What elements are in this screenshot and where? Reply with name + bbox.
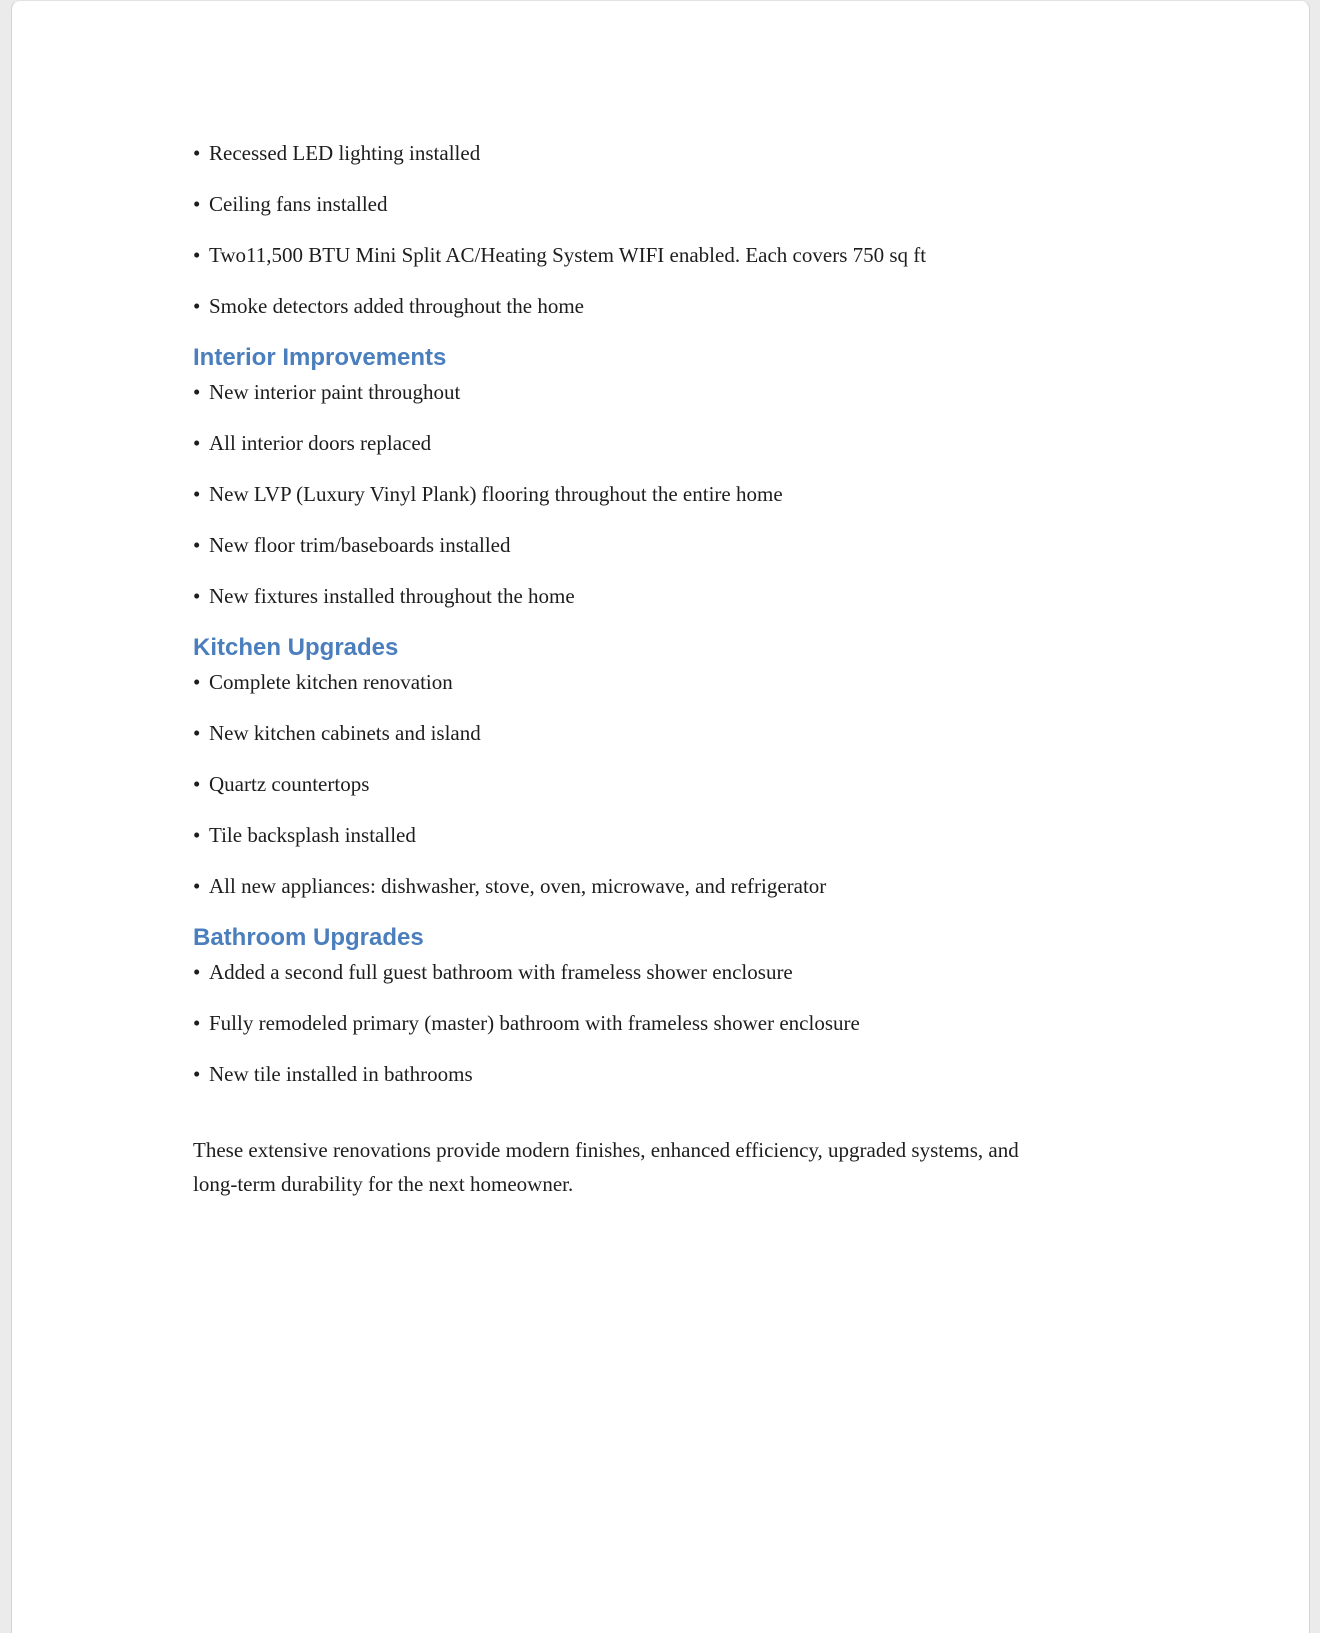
bullet-text: Recessed LED lighting installed [209,141,481,165]
bullet-item [193,1060,1032,1089]
bullet-text: Tile backsplash installed [209,823,416,847]
bullet-icon: • [193,431,201,455]
bullet-icon: • [193,960,201,984]
bullet-item [193,821,1032,850]
bullet-item [193,378,1032,407]
bullet-item [193,429,1032,458]
section-heading: Interior Improvements [193,344,447,371]
bullet-item [193,480,1032,509]
bullet-text: All new appliances: dishwasher, stove, oven, microwave, and refrigerator [209,874,827,898]
bullet-icon: • [193,823,201,847]
bullet-text: New floor trim/baseboards installed [209,533,511,557]
bullet-text: Added a second full guest bathroom with frameless shower enclosure [209,960,793,984]
bullet-text: Quartz countertops [209,772,370,796]
section-heading: Kitchen Upgrades [193,634,399,661]
bullet-item [193,292,1032,321]
bullet-text: Complete kitchen renovation [209,670,453,694]
bullet-icon: • [193,874,201,898]
bullet-item [193,770,1032,799]
sections-container [193,139,1032,1089]
bullet-icon: • [193,141,201,165]
bullet-icon: • [193,772,201,796]
bullet-text: Two11,500 BTU Mini Split AC/Heating System WIFI enabled. Each covers 750 sq ft [209,243,927,267]
bullet-item [193,872,1032,901]
bullet-icon: • [193,670,201,694]
bullet-text: Ceiling fans installed [209,192,388,216]
bullet-text: All interior doors replaced [209,431,432,455]
bullet-item [193,719,1032,748]
bullet-icon: • [193,380,201,404]
bullet-text: Smoke detectors added throughout the home [209,294,584,318]
bullet-icon: • [193,192,201,216]
bullet-item [193,582,1032,611]
bullet-text: New interior paint throughout [209,380,461,404]
bullet-text: New fixtures installed throughout the home [209,584,575,608]
bullet-icon: • [193,584,201,608]
bullet-icon: • [193,482,201,506]
bullet-item [193,668,1032,697]
bullet-item [193,241,1032,270]
bullet-text: New kitchen cabinets and island [209,721,481,745]
closing-paragraph: These extensive renovations provide modern finishes, enhanced efficiency, upgraded systems, and long-term durability for the next homeowner. [193,1138,1019,1196]
bullet-item [193,531,1032,560]
document-page [11,0,1310,1633]
bullet-icon: • [193,1062,201,1086]
bullet-icon: • [193,721,201,745]
bullet-icon: • [193,1011,201,1035]
bullet-item [193,958,1032,987]
bullet-text: Fully remodeled primary (master) bathroom with frameless shower enclosure [209,1011,860,1035]
bullet-icon: • [193,294,201,318]
bullet-item [193,1009,1032,1038]
document-content [12,1,1032,1201]
section-heading: Bathroom Upgrades [193,924,424,951]
bullet-icon: • [193,243,201,267]
bullet-text: New tile installed in bathrooms [209,1062,473,1086]
bullet-icon: • [193,533,201,557]
bullet-item [193,139,1032,168]
bullet-item [193,190,1032,219]
bullet-text: New LVP (Luxury Vinyl Plank) flooring throughout the entire home [209,482,783,506]
